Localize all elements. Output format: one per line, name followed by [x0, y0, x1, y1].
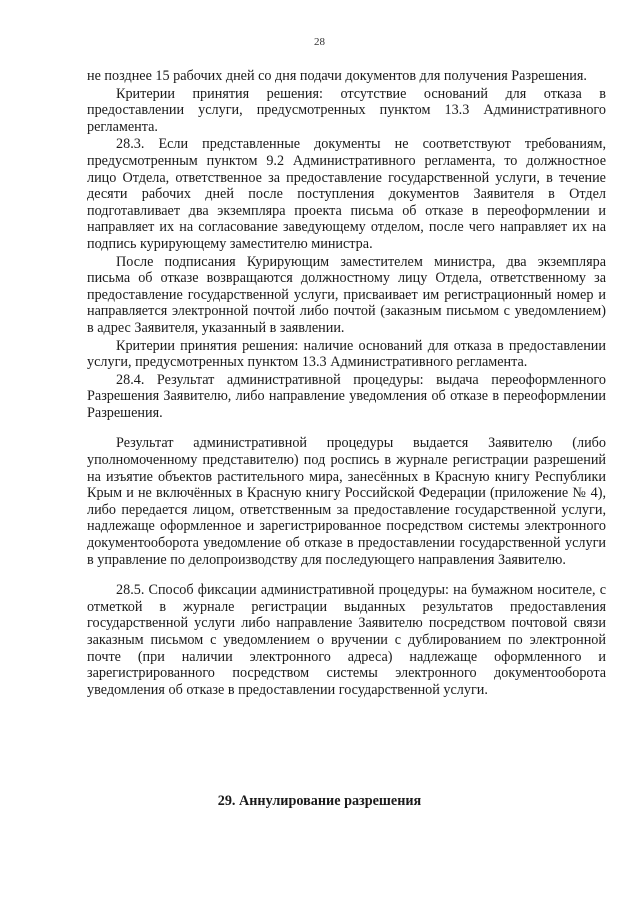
paragraph-continuation: не позднее 15 рабочих дней со дня подачи документов для получения Разрешения. — [87, 68, 587, 84]
page-number: 28 — [314, 36, 325, 48]
paragraph-after-signing: После подписания Курирующим заместителем министра, два экземпляра письма об отказе возвращаются должностному лицу Отдела, ответственному за предоставление государственной услуги, присваивает им регистрационный номер и направляется электронной почтой либо почтой (заказным письмом с уведомлением) в адрес Заявителя, указанный в заявлении. — [87, 253, 606, 336]
paragraph-28-5: 28.5. Способ фиксации административной процедуры: на бумажном носителе, с отметкой в журнале регистрации выданных результатов предоставления государственной услуги либо направление Заявителю посредством почтовой связи заказным письмом с уведомлением о вручении с дублированием по электронной почте (при наличии электронного адреса) надлежаще оформленного и зарегистрированного посредством системы электронного документооборота уведомления об отказе в предоставлении государственной услуги. — [87, 582, 606, 698]
paragraph-criteria-1: Критерии принятия решения: отсутствие оснований для отказа в предоставлении услуги, предусмотренных пунктом 13.3 Административного регламента. — [87, 85, 606, 135]
document-body — [87, 68, 606, 699]
paragraph-result: Результат административной процедуры выдается Заявителю (либо уполномоченному представителю) под роспись в журнале регистрации разрешений на изъятие объектов растительного мира, занесённых в Красную книгу Республики Крым и не включённых в Красную книгу Российской Федерации (приложение № 4), либо передается лицом, ответственным за предоставление государственной услуги, надлежаще оформленное и зарегистрированное посредством системы электронного документооборота уведомление об отказе в предоставлении государственной услуги в управление по делопроизводству для последующего направления Заявителю. — [87, 435, 606, 568]
paragraph-criteria-2: Критерии принятия решения: наличие оснований для отказа в предоставлении услуги, предусмотренных пунктом 13.3 Административного регламента. — [87, 337, 606, 371]
section-heading: 29. Аннулирование разрешения — [217, 793, 422, 809]
paragraph-28-4: 28.4. Результат административной процедуры: выдача переоформленного Разрешения Заявителю, либо направление уведомления об отказе в переоформлении Разрешения. — [87, 371, 606, 421]
paragraph-28-3: 28.3. Если представленные документы не соответствуют требованиям, предусмотренным пунктом 9.2 Административного регламента, то должностное лицо Отдела, ответственное за предоставление государственной услуги, в течение десяти рабочих дней после поступления документов Заявителя в Отдел подготавливает два экземпляра проекта письма об отказе в переоформлении и направляет их на согласование заведующему отделом, после чего направляет их на подпись курирующему заместителю министра. — [87, 136, 606, 252]
